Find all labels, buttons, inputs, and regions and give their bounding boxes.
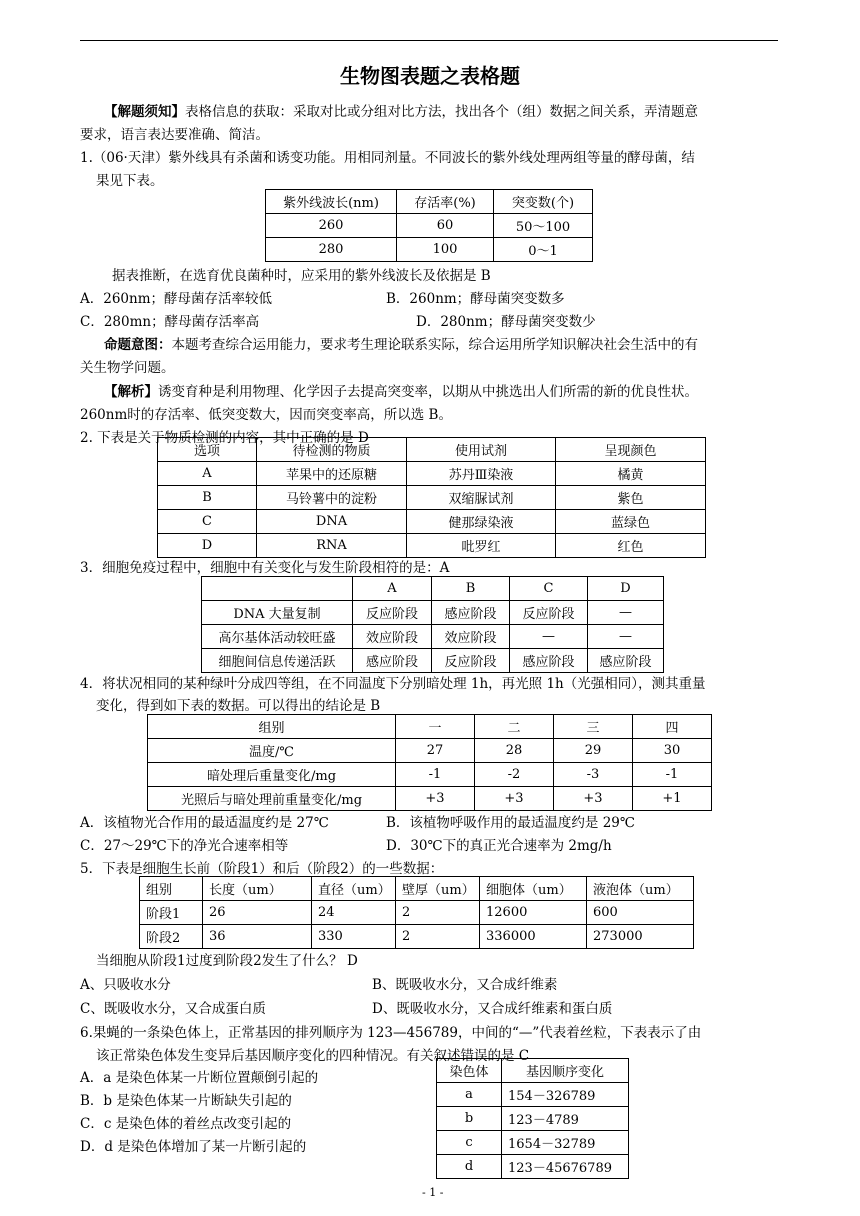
intro-text-1: 表格信息的获取：采取对比或分组对比方法，找出各个（组）数据之间关系，弄清题意 bbox=[185, 104, 698, 120]
page-title: 生物图表题之表格题 bbox=[340, 64, 520, 88]
table-row bbox=[148, 739, 712, 763]
table-row bbox=[140, 901, 694, 925]
q6-option-c: C．c 是染色体的着丝点改变引起的 bbox=[80, 1116, 292, 1132]
table-header: C bbox=[510, 577, 588, 601]
table-cell: 感应阶段 bbox=[510, 649, 588, 673]
table-header: 待检测的物质 bbox=[257, 438, 407, 462]
table-row bbox=[437, 1083, 629, 1107]
table-cell: -1 bbox=[633, 763, 712, 787]
q5-option-c: C、既吸收水分，又合成蛋白质 bbox=[80, 1001, 266, 1017]
table-cell: -3 bbox=[554, 763, 633, 787]
table-header: 四 bbox=[633, 715, 712, 739]
table-cell: 260 bbox=[266, 214, 397, 238]
table-cell: 28 bbox=[475, 739, 554, 763]
table-cell: 100 bbox=[397, 238, 494, 262]
q6-stem-1: 6.果蝇的一条染色体上，正常基因的排列顺序为 123—456789，中间的“—”代表着丝粒，下表表示了由 bbox=[80, 1025, 702, 1041]
intro-label: 【解题须知】 bbox=[104, 104, 185, 120]
table-cell: 双缩脲试剂 bbox=[407, 486, 556, 510]
table-cell: B bbox=[158, 486, 257, 510]
q1-intent-line-1 bbox=[104, 333, 698, 353]
table-cell: A bbox=[158, 462, 257, 486]
q4-option-c: C．27～29℃下的净光合速率相等 bbox=[80, 838, 289, 854]
table-cell: 154－326789 bbox=[502, 1083, 629, 1107]
table-row bbox=[148, 787, 712, 811]
table-cell: 高尔基体活动较旺盛 bbox=[202, 625, 353, 649]
table-row bbox=[202, 649, 664, 673]
table-header: 直径（um） bbox=[312, 877, 396, 901]
table-cell: 健那绿染液 bbox=[407, 510, 556, 534]
table-row bbox=[266, 214, 593, 238]
table-cell: 36 bbox=[203, 925, 312, 949]
table-cell: 336000 bbox=[480, 925, 587, 949]
table-cell: 感应阶段 bbox=[353, 649, 432, 673]
table-cell: 光照后与暗处理前重量变化/mg bbox=[148, 787, 396, 811]
table-cell: a bbox=[437, 1083, 502, 1107]
q5-stem: 5．下表是细胞生长前（阶段1）和后（阶段2）的一些数据： bbox=[80, 861, 444, 877]
table-cell: 2 bbox=[396, 925, 480, 949]
table-cell: C bbox=[158, 510, 257, 534]
table-cell: 60 bbox=[397, 214, 494, 238]
q4-option-a: A．该植物光合作用的最适温度约是 27℃ bbox=[80, 815, 329, 831]
table-cell: 2 bbox=[396, 901, 480, 925]
table-cell: 红色 bbox=[556, 534, 706, 558]
q1-stem-1: 1.（06·天津）紫外线具有杀菌和诱变功能。用相同剂量。不同波长的紫外线处理两组等量的酵母菌，结 bbox=[80, 150, 695, 166]
table-cell: 273000 bbox=[587, 925, 694, 949]
q1-option-b: B．260nm；酵母菌突变数多 bbox=[386, 291, 565, 307]
table-header: 紫外线波长(nm) bbox=[266, 190, 397, 214]
q1-question: 据表推断，在选育优良菌种时，应采用的紫外线波长及依据是 B bbox=[112, 268, 491, 284]
table-cell: -1 bbox=[396, 763, 475, 787]
table-row bbox=[437, 1059, 629, 1083]
q1-intent-line-2: 关生物学问题。 bbox=[80, 360, 175, 376]
table-cell: 反应阶段 bbox=[353, 601, 432, 625]
table-row bbox=[202, 625, 664, 649]
q3-stem: 3．细胞免疫过程中，细胞中有关变化与发生阶段相符的是：A bbox=[80, 560, 450, 576]
table-row bbox=[266, 190, 593, 214]
q3-table bbox=[201, 576, 664, 673]
header-rule bbox=[80, 40, 778, 41]
table-header: A bbox=[353, 577, 432, 601]
table-cell: DNA bbox=[257, 510, 407, 534]
table-header: 呈现颜色 bbox=[556, 438, 706, 462]
table-cell: 50～100 bbox=[494, 214, 593, 238]
q5-option-b: B、既吸收水分，又合成纤维素 bbox=[372, 977, 558, 993]
table-header: 壁厚（um） bbox=[396, 877, 480, 901]
table-cell: +3 bbox=[475, 787, 554, 811]
table-header: 细胞体（um） bbox=[480, 877, 587, 901]
table-cell: 效应阶段 bbox=[432, 625, 510, 649]
table-header: 选项 bbox=[158, 438, 257, 462]
q1-analysis-line-1 bbox=[104, 380, 698, 400]
table-header: 二 bbox=[475, 715, 554, 739]
page-number: - 1 - bbox=[422, 1186, 444, 1199]
q1-table bbox=[265, 189, 593, 262]
table-cell: b bbox=[437, 1107, 502, 1131]
q4-stem-2: 变化，得到如下表的数据。可以得出的结论是 B bbox=[96, 698, 381, 714]
table-header: 存活率(%) bbox=[397, 190, 494, 214]
q1-analysis-label: 【解析】 bbox=[104, 384, 158, 400]
table-header: B bbox=[432, 577, 510, 601]
table-row bbox=[202, 577, 664, 601]
table-cell: 330 bbox=[312, 925, 396, 949]
q4-table bbox=[147, 714, 712, 811]
q4-stem-1: 4．将状况相同的某种绿叶分成四等组，在不同温度下分别暗处理 1h，再光照 1h（光强相同），测其重量 bbox=[80, 676, 706, 692]
table-cell: 马铃薯中的淀粉 bbox=[257, 486, 407, 510]
q6-option-d: D．d 是染色体增加了某一片断引起的 bbox=[80, 1139, 307, 1155]
q2-table bbox=[157, 437, 706, 558]
table-row bbox=[158, 486, 706, 510]
table-cell: 27 bbox=[396, 739, 475, 763]
q1-option-d: D．280nm；酵母菌突变数少 bbox=[416, 314, 596, 330]
table-row bbox=[158, 510, 706, 534]
q5-option-d: D、既吸收水分，又合成纤维素和蛋白质 bbox=[372, 1001, 613, 1017]
table-cell: RNA bbox=[257, 534, 407, 558]
q5-table bbox=[139, 876, 694, 949]
table-header: 三 bbox=[554, 715, 633, 739]
table-cell: 感应阶段 bbox=[432, 601, 510, 625]
table-cell: D bbox=[158, 534, 257, 558]
table-header: 使用试剂 bbox=[407, 438, 556, 462]
table-cell: 30 bbox=[633, 739, 712, 763]
table-header bbox=[202, 577, 353, 601]
table-row bbox=[148, 715, 712, 739]
table-cell: 苹果中的还原糖 bbox=[257, 462, 407, 486]
table-cell: 123－4789 bbox=[502, 1107, 629, 1131]
table-cell: 苏丹Ⅲ染液 bbox=[407, 462, 556, 486]
intro-line-2: 要求，语言表达要准确、简洁。 bbox=[80, 127, 269, 143]
q6-table bbox=[436, 1058, 629, 1179]
q1-option-a: A．260nm；酵母菌存活率较低 bbox=[80, 291, 273, 307]
table-cell: 橘黄 bbox=[556, 462, 706, 486]
table-cell: 26 bbox=[203, 901, 312, 925]
table-header: 一 bbox=[396, 715, 475, 739]
table-cell: 29 bbox=[554, 739, 633, 763]
table-header: 突变数(个) bbox=[494, 190, 593, 214]
q1-intent-label: 命题意图： bbox=[104, 337, 172, 353]
q6-option-a: A．a 是染色体某一片断位置颠倒引起的 bbox=[80, 1070, 319, 1086]
q1-option-c: C．280mn；酵母菌存活率高 bbox=[80, 314, 260, 330]
table-cell: 蓝绿色 bbox=[556, 510, 706, 534]
table-row bbox=[437, 1131, 629, 1155]
table-row bbox=[148, 763, 712, 787]
table-cell: 24 bbox=[312, 901, 396, 925]
table-row bbox=[202, 601, 664, 625]
q5-question: 当细胞从阶段1过度到阶段2发生了什么？ D bbox=[96, 953, 358, 969]
table-cell: — bbox=[588, 625, 664, 649]
table-cell: 细胞间信息传递活跃 bbox=[202, 649, 353, 673]
table-cell: 反应阶段 bbox=[432, 649, 510, 673]
q1-intent-text: 本题考查综合运用能力，要求考生理论联系实际，综合运用所学知识解决社会生活中的有 bbox=[171, 337, 698, 353]
q6-option-b: B．b 是染色体某一片断缺失引起的 bbox=[80, 1093, 292, 1109]
table-row bbox=[437, 1107, 629, 1131]
table-header: 组别 bbox=[148, 715, 396, 739]
table-cell: 阶段1 bbox=[140, 901, 203, 925]
table-row bbox=[437, 1155, 629, 1179]
table-cell: — bbox=[588, 601, 664, 625]
q2-stem: 2. 下表是关于物质检测的内容，其中正确的是 D bbox=[80, 430, 369, 446]
table-cell: 1654－32789 bbox=[502, 1131, 629, 1155]
table-row bbox=[140, 877, 694, 901]
q4-option-d: D．30℃下的真正光合速率为 2mg/h bbox=[386, 838, 612, 854]
q1-stem-2: 果见下表。 bbox=[96, 173, 164, 189]
q5-option-a: A、只吸收水分 bbox=[80, 977, 171, 993]
table-cell: -2 bbox=[475, 763, 554, 787]
table-cell: 123－45676789 bbox=[502, 1155, 629, 1179]
table-cell: 温度/℃ bbox=[148, 739, 396, 763]
table-cell: 紫色 bbox=[556, 486, 706, 510]
table-cell: 感应阶段 bbox=[588, 649, 664, 673]
table-cell: — bbox=[510, 625, 588, 649]
table-row bbox=[140, 925, 694, 949]
table-cell: d bbox=[437, 1155, 502, 1179]
table-cell: 12600 bbox=[480, 901, 587, 925]
table-header: D bbox=[588, 577, 664, 601]
table-row bbox=[266, 238, 593, 262]
q1-analysis-text: 诱变育种是利用物理、化学因子去提高突变率，以期从中挑选出人们所需的新的优良性状。 bbox=[158, 384, 698, 400]
table-cell: +3 bbox=[554, 787, 633, 811]
q6-stem-2: 该正常染色体发生变异后基因顺序变化的四种情况。有关叙述错误的是 C bbox=[96, 1048, 530, 1064]
table-header: 组别 bbox=[140, 877, 203, 901]
q4-option-b: B．该植物呼吸作用的最适温度约是 29℃ bbox=[386, 815, 635, 831]
table-row bbox=[158, 438, 706, 462]
table-cell: 吡罗红 bbox=[407, 534, 556, 558]
table-cell: 暗处理后重量变化/mg bbox=[148, 763, 396, 787]
table-header: 基因顺序变化 bbox=[502, 1059, 629, 1083]
table-cell: +3 bbox=[396, 787, 475, 811]
table-cell: c bbox=[437, 1131, 502, 1155]
table-cell: +1 bbox=[633, 787, 712, 811]
table-cell: 0～1 bbox=[494, 238, 593, 262]
table-header: 染色体 bbox=[437, 1059, 502, 1083]
table-header: 长度（um） bbox=[203, 877, 312, 901]
table-cell: 280 bbox=[266, 238, 397, 262]
table-cell: 阶段2 bbox=[140, 925, 203, 949]
table-header: 液泡体（um） bbox=[587, 877, 694, 901]
table-cell: 效应阶段 bbox=[353, 625, 432, 649]
intro-line-1 bbox=[104, 100, 698, 120]
table-row bbox=[158, 534, 706, 558]
table-cell: 反应阶段 bbox=[510, 601, 588, 625]
table-row bbox=[158, 462, 706, 486]
table-cell: 600 bbox=[587, 901, 694, 925]
q1-analysis-line-2: 260nm时的存活率、低突变数大，因而突变率高，所以选 B。 bbox=[80, 407, 452, 423]
table-cell: DNA 大量复制 bbox=[202, 601, 353, 625]
